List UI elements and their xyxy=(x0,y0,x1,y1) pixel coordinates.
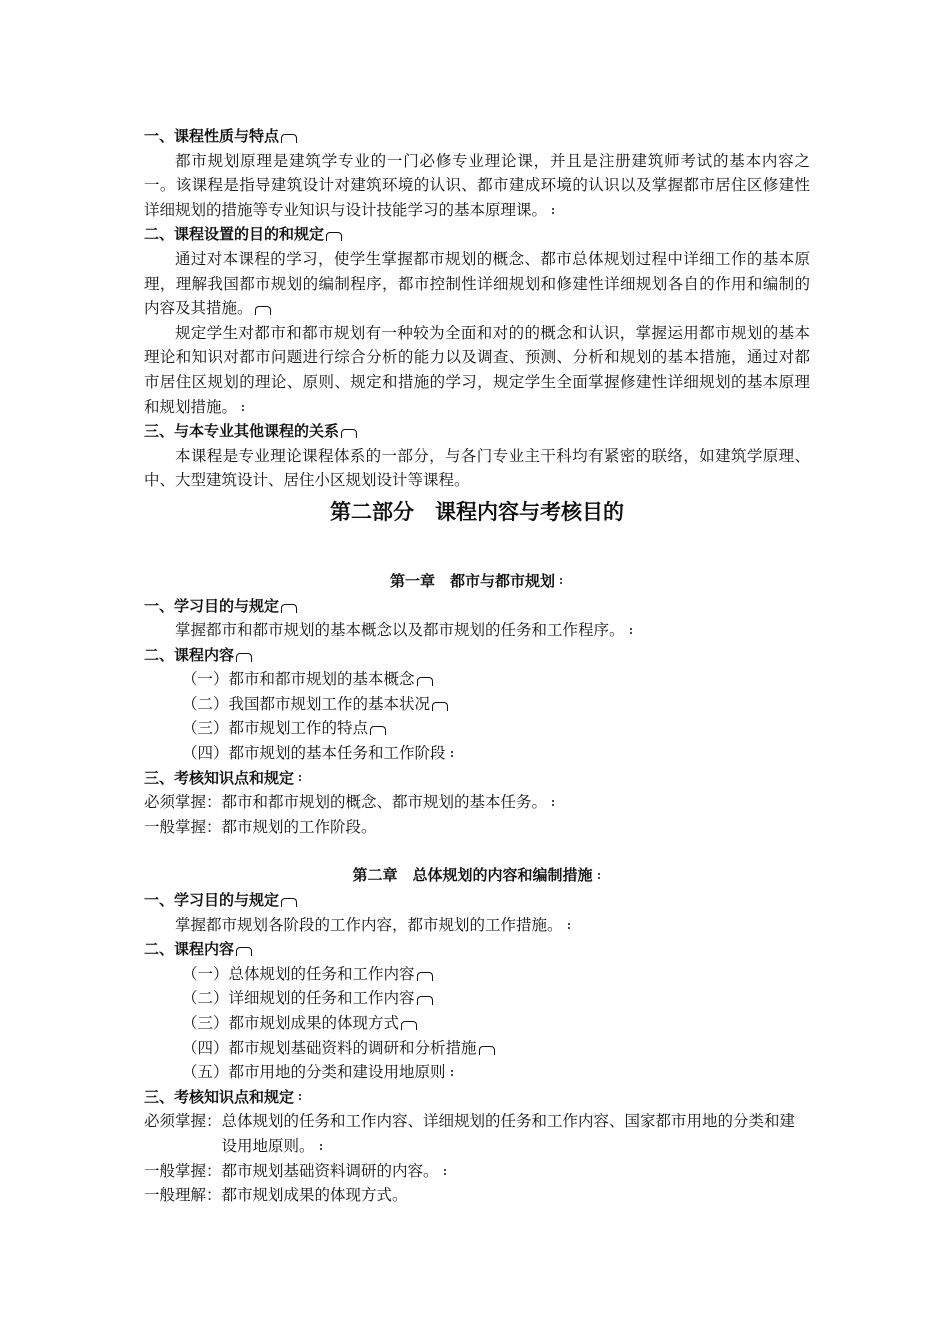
paragraph: 都市规划原理是建筑学专业的一门必修专业理论课，并且是注册建筑师考试的基本内容之一。该课程是指导建筑设计对建筑环境的认识、都市建成环境的认识以及掌握都市居住区修建性详细规划的措施等专业知识与设计技能学习的基本原理课。 xyxy=(144,151,810,219)
paragraph-mark-icon xyxy=(281,604,297,613)
paragraph: 本课程是专业理论课程体系的一部分，与各门专业主干科均有紧密的联络，如建筑学原理、中、大型建筑设计、居住小区规划设计等课程。 xyxy=(144,446,810,490)
paragraph-mark-icon xyxy=(401,1021,417,1030)
list-item: （二）我国都市规划工作的基本状况 xyxy=(144,692,810,717)
list-item: （五）都市用地的分类和建设用地原则 xyxy=(144,1060,810,1085)
list-item: （二）详细规划的任务和工作内容 xyxy=(144,986,810,1011)
column-break-icon xyxy=(552,798,556,808)
paragraph-mark-icon xyxy=(236,653,252,662)
paragraph: 通过对本课程的学习，使学生掌握都市规划的概念、都市总体规划过程中详细工作的基本原理，理解我国都市规划的编制程序，都市控制性详细规划和修建性详细规划各自的作用和编制的内容及其措施。 xyxy=(144,249,810,318)
paragraph: 规定学生对都市和都市规划有一种较为全面和对的的概念和认识，掌握运用都市规划的基本理论和知识对都市问题进行综合分析的能力以及调查、预测、分析和规划的基本措施，通过对都市居住区规划的理论、原则、规定和措施的学习，规定学生全面掌握修建性详细规划的基本原理和规划措施。 xyxy=(144,323,810,416)
section-heading: 一、学习目的与规定 xyxy=(144,888,810,913)
paragraph: 掌握都市和都市规划的基本概念以及都市规划的任务和工作程序。 xyxy=(144,618,810,643)
paragraph-mark-icon xyxy=(417,996,433,1005)
paragraph-mark-icon xyxy=(341,429,357,438)
paragraph: 掌握都市规划各阶段的工作内容，都市规划的工作措施。 xyxy=(144,913,810,938)
column-break-icon xyxy=(560,576,564,586)
section-heading: 二、课程内容 xyxy=(144,643,810,668)
list-item: （四）都市规划基础资料的调研和分析措施 xyxy=(144,1036,810,1061)
paragraph-mark-icon xyxy=(281,898,297,907)
column-break-icon xyxy=(568,921,572,931)
paragraph-mark-icon xyxy=(281,134,297,143)
section-heading: 二、课程内容 xyxy=(144,937,810,962)
paragraph-mark-icon xyxy=(236,947,252,956)
paragraph-mark-icon xyxy=(370,726,386,735)
paragraph-mark-icon xyxy=(432,702,448,711)
column-break-icon xyxy=(552,206,556,216)
list-item: （一）都市和都市规划的基本概念 xyxy=(144,667,810,692)
section-heading-nature: 一、课程性质与特点 xyxy=(144,124,810,149)
document-body xyxy=(144,124,810,1208)
chapter-title: 第一章 都市与都市规划 xyxy=(144,569,810,594)
requirement-must: 必须掌握： 都市和都市规划的概念、都市规划的基本任务。 xyxy=(144,790,810,815)
column-break-icon xyxy=(242,403,246,413)
list-item: （三）都市规划工作的特点 xyxy=(144,716,810,741)
list-item: （四）都市规划的基本任务和工作阶段 xyxy=(144,741,810,766)
section-heading: 三、考核知识点和规定 xyxy=(144,1085,810,1110)
paragraph-mark-icon xyxy=(417,677,433,686)
column-break-icon xyxy=(320,1142,324,1152)
requirement-understand: 一般理解： 都市规划成果的体现方式。 xyxy=(144,1186,408,1205)
section-heading: 一、学习目的与规定 xyxy=(144,594,810,619)
requirement-general: 一般掌握： 都市规划的工作阶段。 xyxy=(144,817,377,836)
list-item: （三）都市规划成果的体现方式 xyxy=(144,1011,810,1036)
requirement-must: 必须掌握： 总体规划的任务和工作内容、详细规划的任务和工作内容、国家都市用地的分类和建设用地原则。 xyxy=(144,1112,796,1155)
part-title: 第二部分 课程内容与考核目的 xyxy=(330,499,624,524)
column-break-icon xyxy=(299,1092,303,1102)
section-heading-purpose: 二、课程设置的目的和规定 xyxy=(144,222,810,247)
paragraph-mark-icon xyxy=(326,232,342,241)
column-break-icon xyxy=(299,773,303,783)
column-break-icon xyxy=(451,749,455,759)
list-item: （一）总体规划的任务和工作内容 xyxy=(144,962,810,987)
requirement-general: 一般掌握： 都市规划基础资料调研的内容。 xyxy=(144,1159,810,1184)
section-heading-relation: 三、与本专业其他课程的关系 xyxy=(144,419,810,444)
column-break-icon xyxy=(451,1068,455,1078)
column-break-icon xyxy=(630,626,634,636)
column-break-icon xyxy=(444,1167,448,1177)
section-heading: 三、考核知识点和规定 xyxy=(144,766,810,791)
column-break-icon xyxy=(598,871,602,881)
paragraph-mark-icon xyxy=(255,306,271,315)
paragraph-mark-icon xyxy=(417,972,433,981)
paragraph-mark-icon xyxy=(479,1046,495,1055)
chapter-title: 第二章 总体规划的内容和编制措施 xyxy=(144,863,810,888)
